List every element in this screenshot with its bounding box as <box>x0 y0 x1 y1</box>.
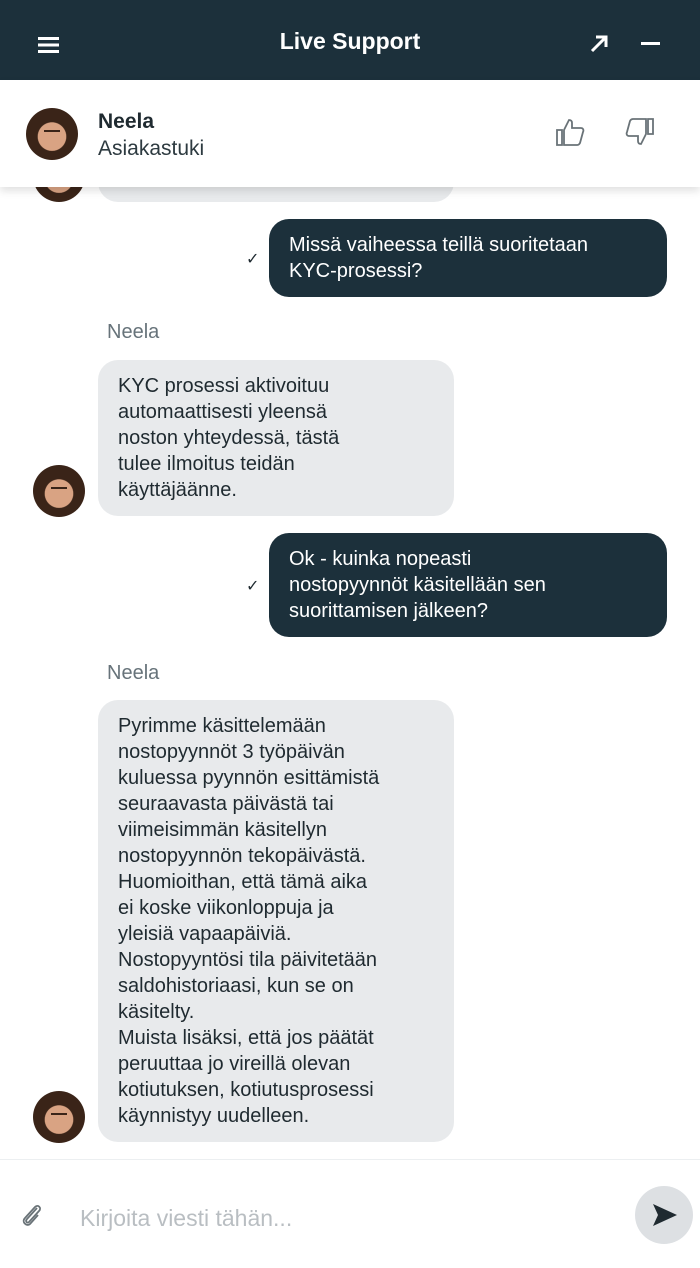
send-button[interactable] <box>635 1186 693 1244</box>
user-message: Missä vaiheessa teillä suoritetaan KYC-prosessi? <box>269 219 667 297</box>
thumbs-down-icon[interactable] <box>623 116 655 148</box>
top-bar <box>0 0 700 80</box>
read-check-icon: ✓ <box>246 578 260 595</box>
thumbs-up-icon[interactable] <box>555 116 587 148</box>
user-message: Ok - kuinka nopeasti nostopyynnöt käsitellään sen suorittamisen jälkeen? <box>269 533 667 637</box>
page-title: Live Support <box>279 28 421 54</box>
avatar <box>26 108 78 160</box>
agent-message: Pyrimme käsittelemään nostopyynnöt 3 työpäivän kuluessa pyynnön esittämistä seuraavasta päivästä tai viimeisimmän käsitellyn nostopyynnön tekopäivästä. Huomioithan, että tämä aika ei koske viikonloppuja ja yleisiä vapaapäiviä. Nostopyyntösi tila päivitetään saldohistoriaasi, kun se on käsitelty. Muista lisäksi, että jos päätät peruuttaa jo vireillä olevan kotiutuksen, kotiutusprosessi käynnistyy uudelleen. <box>98 700 454 1142</box>
agent-message: KYC prosessi aktivoituu automaattisesti yleensä noston yhteydessä, tästä tulee ilmoitus teidän käyttäjäänne. <box>98 360 454 516</box>
avatar <box>33 1091 85 1143</box>
sender-label: Neela <box>107 662 160 684</box>
agent-role: Asiakastuki <box>98 137 205 160</box>
send-icon <box>652 1203 678 1227</box>
agent-name: Neela <box>98 110 155 133</box>
message-input[interactable]: Kirjoita viesti tähän... <box>80 1205 293 1231</box>
attachment-icon[interactable] <box>20 1202 44 1228</box>
minimize-icon[interactable] <box>641 42 661 48</box>
read-check-icon: ✓ <box>246 251 260 268</box>
expand-arrow-icon[interactable] <box>589 34 609 54</box>
avatar <box>33 465 85 517</box>
sender-label: Neela <box>107 321 160 343</box>
